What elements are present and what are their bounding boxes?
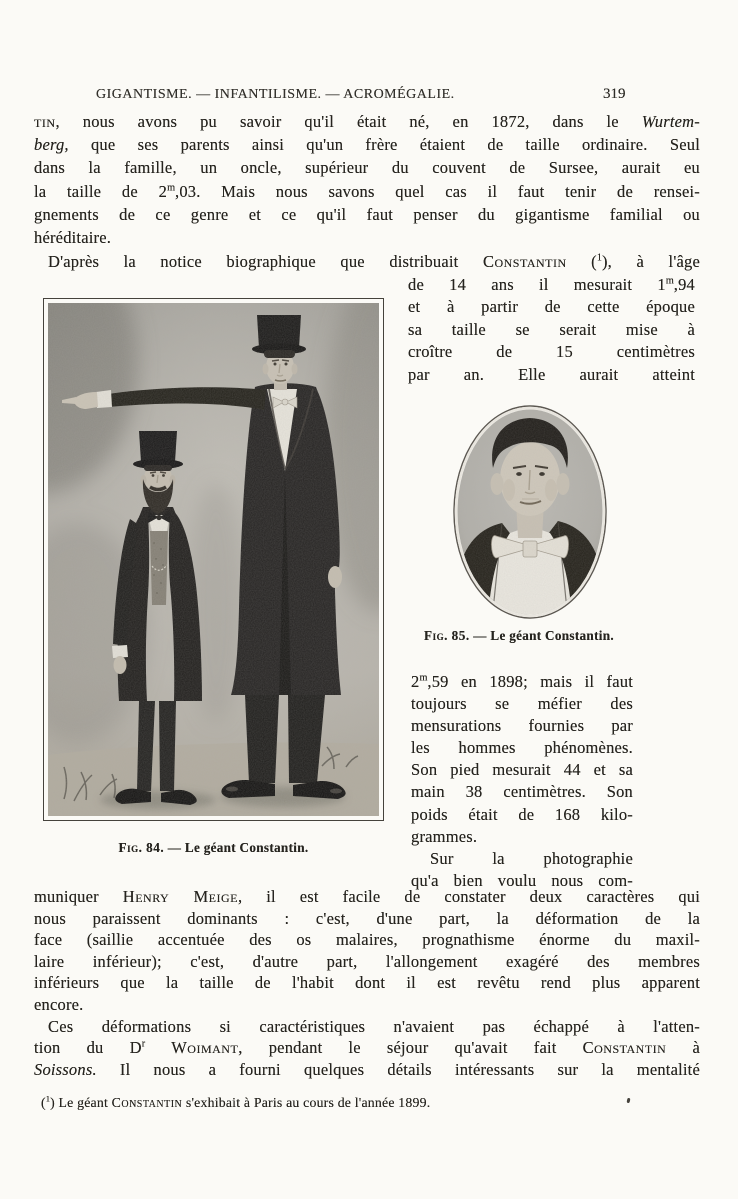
running-header: GIGANTISME. — INFANTILISME. — ACROMÉGALIE. [96,87,455,102]
text-line: sa taille se serait mise à [408,319,695,339]
text-line: ($^1$) Le géant Constantin s'exhibait à Paris au cours de l'année 1899. [41,1093,431,1110]
text-line: Fig. 85. — Le géant Constantin. [424,628,614,643]
text-line: croître de 15 centimètres [408,342,695,362]
text-line: Fig. 84. — Le géant Constantin. [118,840,309,855]
text-line: toujours se méfier des [411,694,633,714]
text-line: Sur la photographie [430,848,633,868]
text-line: par an. Elle aurait atteint [408,364,695,384]
text-line: main 38 centimètres. Son [411,782,633,802]
text-line: laire inférieur); c'est, d'autre part, l'allongement exagéré des membres [34,951,700,971]
text-line: muniquer Henry Meige, il est facile de constater deux caractères qui [34,887,701,906]
right-column-lower-text [411,671,633,892]
figure-85-portrait [452,404,608,620]
text-line: grammes. [411,826,478,846]
page-number: 319 [603,86,626,102]
figure-84-photo [43,298,384,821]
text-line: tion du $D^r$ Woimant, pendant le séjour qu'avait fait Constantin à [34,1038,700,1058]
text-line: dans la famille, un oncle, supérieur du couvent de Sursee, aurait eu [34,158,700,178]
paragraph-notice-biographique-intro [34,250,700,273]
text-line: Soissons. Il nous a fourni quelques détails intéressants sur la mentalité [34,1059,700,1079]
text-line: gnements de ce genre et ce qu'il faut penser du gigantisme familial ou [34,204,700,224]
text-line: poids était de 168 kilo- [411,804,633,824]
text-line: D'après la notice biographique que distribuait Constantin ($^1$), à l'âge [48,252,700,271]
text-line: encore. [34,994,84,1014]
text-line: face (saillie accentuée des os malaires, prognathisme énorme du maxil- [34,930,700,950]
figure-85-caption [406,628,632,644]
text-line: nous paraissent dominants : c'est, d'une part, la déformation de la [34,908,700,928]
paragraph-gigantisme-familial [34,110,700,249]
footnote [34,1094,694,1112]
text-line: de 14 ans il mesurait 1$^m$,94 [408,275,695,294]
constantin-oval-portrait-illustration [452,404,608,620]
text-line: mensurations fournies par [411,716,633,736]
text-line: berg, que ses parents ainsi qu'un frère étaient de taille ordinaire. Seul [34,135,700,155]
text-line: qu'a bien voulu nous com- [411,870,633,890]
giant-constantin-photo-illustration [48,303,379,816]
paragraph-deformations [34,886,700,1080]
text-line: 2$^m$,59 en 1898; mais il faut [411,672,633,691]
right-column-upper-text [408,274,695,386]
text-line: Son pied mesurait 44 et sa [411,760,633,780]
text-line: inférieurs que la taille de l'habit dont il est revêtu rend plus apparent [34,973,700,993]
text-line: et à partir de cette époque [408,297,695,317]
figure-84-caption [43,840,384,856]
text-line: les hommes phénomènes. [411,738,633,758]
text-line: tin, nous avons pu savoir qu'il était né, en 1872, dans le Wurtem- [34,112,700,131]
text-line: la taille de 2$^m$,03. Mais nous savons quel cas il faut tenir de rensei- [34,181,700,201]
text-line: Ces déformations si caractéristiques n'avaient pas échappé à l'atten- [48,1016,700,1036]
text-line: héréditaire. [34,228,112,248]
